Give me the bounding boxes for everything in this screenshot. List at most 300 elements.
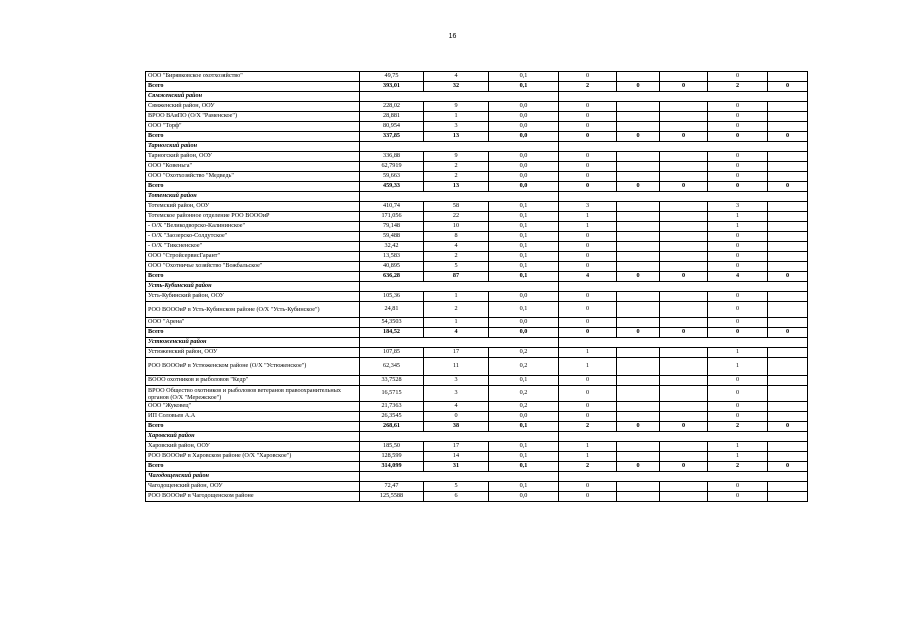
- cell-c2: 32: [424, 82, 489, 92]
- cell-c6: [660, 412, 708, 422]
- cell-c6: 0: [660, 272, 708, 282]
- cell-c4: 0: [559, 492, 617, 502]
- organization-name: Тарногский район, ООУ: [146, 152, 360, 162]
- cell-area: 636,28: [360, 272, 424, 282]
- cell-c3: 0,1: [489, 376, 559, 386]
- cell-c2: 38: [424, 422, 489, 432]
- cell-c3: 0,0: [489, 172, 559, 182]
- cell-c4: 1: [559, 358, 617, 376]
- cell-c4: 0: [559, 262, 617, 272]
- cell-c5: [617, 402, 660, 412]
- cell-c5: [617, 376, 660, 386]
- cell-c3: 0,0: [489, 292, 559, 302]
- table-row: [146, 162, 808, 172]
- cell-c2: 4: [424, 72, 489, 82]
- district-name: Усть-Кубинский район: [146, 282, 360, 292]
- table-row: [146, 358, 808, 376]
- cell-c4: 0: [559, 242, 617, 252]
- cell-c3: 0,2: [489, 386, 559, 402]
- cell-c4: 0: [559, 232, 617, 242]
- cell-c3: 0,0: [489, 132, 559, 142]
- cell-c6: [660, 302, 708, 318]
- cell-c8: [768, 402, 808, 412]
- cell-c3: 0,1: [489, 72, 559, 82]
- cell-c3: 0,0: [489, 152, 559, 162]
- cell-c3: 0,0: [489, 102, 559, 112]
- district-header-row: [146, 142, 808, 152]
- cell-c7: 0: [708, 172, 768, 182]
- cell-c3: 0,1: [489, 422, 559, 432]
- cell-c6: [660, 386, 708, 402]
- organization-name: ООО "Арена": [146, 318, 360, 328]
- cell-c6: [660, 252, 708, 262]
- cell-c5: [617, 442, 660, 452]
- cell-c2: 0: [424, 412, 489, 422]
- cell-c8: [768, 262, 808, 272]
- cell-c4: 0: [559, 252, 617, 262]
- cell-c2: 3: [424, 376, 489, 386]
- cell-c6: [660, 202, 708, 212]
- cell-area: 393,01: [360, 82, 424, 92]
- total-row: [146, 272, 808, 282]
- cell-c6: [660, 72, 708, 82]
- district-header-row: [146, 192, 808, 202]
- district-name: Устюженский район: [146, 338, 360, 348]
- table-row: [146, 242, 808, 252]
- cell-c8: [768, 292, 808, 302]
- cell-c7: 0: [708, 152, 768, 162]
- cell-c6: [660, 152, 708, 162]
- cell-c8: [768, 452, 808, 462]
- cell-c2: 8: [424, 232, 489, 242]
- organization-name: - О/Х "Тиксненское": [146, 242, 360, 252]
- cell-area: 33,7528: [360, 376, 424, 386]
- cell-c6: [660, 112, 708, 122]
- cell-c5: [617, 202, 660, 212]
- cell-c8: [768, 122, 808, 132]
- cell-area: 26,3545: [360, 412, 424, 422]
- cell-area: 62,345: [360, 358, 424, 376]
- cell-c8: [768, 412, 808, 422]
- cell-area: 32,42: [360, 242, 424, 252]
- cell-c2: 2: [424, 172, 489, 182]
- cell-c3: 0,1: [489, 302, 559, 318]
- empty-cell: [559, 92, 808, 102]
- cell-c8: [768, 302, 808, 318]
- cell-area: 24,81: [360, 302, 424, 318]
- table-row: [146, 452, 808, 462]
- cell-c6: [660, 122, 708, 132]
- cell-c3: 0,1: [489, 262, 559, 272]
- organization-name: ООО "Охотничье хозяйство "Вожбальское": [146, 262, 360, 272]
- cell-c5: 0: [617, 132, 660, 142]
- cell-c4: 0: [559, 152, 617, 162]
- cell-c6: 0: [660, 462, 708, 472]
- cell-c5: [617, 482, 660, 492]
- cell-c8: 0: [768, 328, 808, 338]
- cell-c4: 0: [559, 72, 617, 82]
- total-row: [146, 422, 808, 432]
- empty-cell: [559, 338, 808, 348]
- district-header-row: [146, 338, 808, 348]
- cell-c7: 0: [708, 242, 768, 252]
- cell-c7: 0: [708, 232, 768, 242]
- cell-c4: 2: [559, 82, 617, 92]
- cell-c3: 0,1: [489, 82, 559, 92]
- cell-c3: 0,1: [489, 202, 559, 212]
- empty-cell: [360, 142, 559, 152]
- organization-name: - О/Х "Великодворско-Калининское": [146, 222, 360, 232]
- district-header-row: [146, 472, 808, 482]
- cell-c5: [617, 492, 660, 502]
- cell-c4: 0: [559, 132, 617, 142]
- cell-c2: 87: [424, 272, 489, 282]
- cell-c2: 4: [424, 328, 489, 338]
- cell-c6: 0: [660, 132, 708, 142]
- total-row: [146, 462, 808, 472]
- cell-c5: [617, 232, 660, 242]
- cell-c2: 2: [424, 162, 489, 172]
- cell-c5: [617, 358, 660, 376]
- cell-c2: 3: [424, 122, 489, 132]
- cell-c4: 0: [559, 102, 617, 112]
- cell-c5: [617, 152, 660, 162]
- cell-c6: [660, 292, 708, 302]
- empty-cell: [559, 472, 808, 482]
- cell-area: 54,3503: [360, 318, 424, 328]
- cell-area: 16,5715: [360, 386, 424, 402]
- district-header-row: [146, 282, 808, 292]
- total-row: [146, 182, 808, 192]
- cell-c2: 14: [424, 452, 489, 462]
- empty-cell: [360, 432, 559, 442]
- cell-c2: 31: [424, 462, 489, 472]
- cell-area: 337,85: [360, 132, 424, 142]
- cell-c8: [768, 252, 808, 262]
- total-label: Всего: [146, 182, 360, 192]
- cell-c3: 0,1: [489, 462, 559, 472]
- cell-c5: 0: [617, 82, 660, 92]
- cell-c5: [617, 102, 660, 112]
- organization-name: Усть-Кубинский район, ООУ: [146, 292, 360, 302]
- cell-c2: 1: [424, 318, 489, 328]
- cell-c4: 0: [559, 182, 617, 192]
- table-row: [146, 112, 808, 122]
- cell-c5: 0: [617, 328, 660, 338]
- cell-c5: [617, 412, 660, 422]
- cell-c3: 0,1: [489, 232, 559, 242]
- table-row: [146, 212, 808, 222]
- hunting-quota-table: [145, 71, 808, 502]
- cell-c6: [660, 242, 708, 252]
- cell-c6: 0: [660, 422, 708, 432]
- cell-c5: [617, 112, 660, 122]
- cell-area: 40,895: [360, 262, 424, 272]
- organization-name: Сямженский район, ООУ: [146, 102, 360, 112]
- cell-c5: [617, 348, 660, 358]
- cell-c8: 0: [768, 462, 808, 472]
- table-row: [146, 122, 808, 132]
- cell-c4: 1: [559, 212, 617, 222]
- cell-c7: 0: [708, 72, 768, 82]
- cell-c6: [660, 162, 708, 172]
- table-row: [146, 318, 808, 328]
- total-label: Всего: [146, 462, 360, 472]
- cell-c7: 0: [708, 122, 768, 132]
- cell-c4: 0: [559, 412, 617, 422]
- cell-c6: 0: [660, 82, 708, 92]
- cell-c7: 1: [708, 222, 768, 232]
- cell-c2: 1: [424, 112, 489, 122]
- organization-name: РОО ВОООиР в Харовском районе (О/Х "Харовское"): [146, 452, 360, 462]
- organization-name: РОО ВОООиР в Устюженском районе (О/Х "Устюженское"): [146, 358, 360, 376]
- cell-c8: [768, 202, 808, 212]
- cell-c6: [660, 222, 708, 232]
- cell-c2: 58: [424, 202, 489, 212]
- cell-c8: 0: [768, 182, 808, 192]
- cell-c2: 13: [424, 182, 489, 192]
- table-row: [146, 262, 808, 272]
- cell-c2: 4: [424, 242, 489, 252]
- cell-c2: 9: [424, 152, 489, 162]
- cell-c5: 0: [617, 182, 660, 192]
- cell-c2: 10: [424, 222, 489, 232]
- organization-name: Тотемское районное отделение РОО ВОООиР: [146, 212, 360, 222]
- cell-c7: 0: [708, 482, 768, 492]
- cell-area: 128,599: [360, 452, 424, 462]
- cell-c4: 1: [559, 442, 617, 452]
- cell-c3: 0,2: [489, 358, 559, 376]
- cell-c7: 1: [708, 452, 768, 462]
- cell-area: 314,099: [360, 462, 424, 472]
- table-row: [146, 482, 808, 492]
- cell-c8: [768, 492, 808, 502]
- organization-name: - О/Х "Заозерско-Солдутское": [146, 232, 360, 242]
- cell-c6: 0: [660, 328, 708, 338]
- cell-c3: 0,0: [489, 122, 559, 132]
- cell-c8: [768, 212, 808, 222]
- cell-c7: 4: [708, 272, 768, 282]
- cell-c6: [660, 358, 708, 376]
- cell-c5: [617, 242, 660, 252]
- cell-c5: 0: [617, 272, 660, 282]
- cell-c3: 0,0: [489, 318, 559, 328]
- empty-cell: [559, 192, 808, 202]
- table-row: [146, 302, 808, 318]
- organization-name: Чагодощенский район, ООУ: [146, 482, 360, 492]
- cell-c4: 0: [559, 292, 617, 302]
- cell-c7: 3: [708, 202, 768, 212]
- cell-c7: 0: [708, 262, 768, 272]
- organization-name: ООО "Бирявковское охотхозяйство": [146, 72, 360, 82]
- cell-c8: [768, 152, 808, 162]
- cell-c8: [768, 172, 808, 182]
- cell-area: 59,488: [360, 232, 424, 242]
- cell-c5: [617, 452, 660, 462]
- cell-c5: 0: [617, 462, 660, 472]
- table-row: [146, 232, 808, 242]
- table-row: [146, 386, 808, 402]
- cell-c6: [660, 376, 708, 386]
- cell-c5: [617, 122, 660, 132]
- cell-c7: 0: [708, 132, 768, 142]
- table-row: [146, 172, 808, 182]
- cell-c2: 13: [424, 132, 489, 142]
- cell-c4: 1: [559, 348, 617, 358]
- cell-c3: 0,1: [489, 442, 559, 452]
- cell-c8: [768, 386, 808, 402]
- cell-area: 72,47: [360, 482, 424, 492]
- cell-c3: 0,1: [489, 222, 559, 232]
- cell-c8: [768, 162, 808, 172]
- cell-c4: 1: [559, 222, 617, 232]
- cell-c6: [660, 492, 708, 502]
- cell-c2: 22: [424, 212, 489, 222]
- cell-c3: 0,2: [489, 402, 559, 412]
- organization-name: ООО "Торф": [146, 122, 360, 132]
- cell-area: 49,75: [360, 72, 424, 82]
- organization-name: ООО "Жуковец": [146, 402, 360, 412]
- cell-area: 62,7919: [360, 162, 424, 172]
- cell-c7: 0: [708, 182, 768, 192]
- cell-c7: 2: [708, 462, 768, 472]
- cell-c8: 0: [768, 272, 808, 282]
- total-row: [146, 82, 808, 92]
- cell-area: 336,88: [360, 152, 424, 162]
- table-row: [146, 402, 808, 412]
- cell-c4: 0: [559, 328, 617, 338]
- cell-c6: [660, 172, 708, 182]
- cell-c8: [768, 222, 808, 232]
- cell-c5: [617, 172, 660, 182]
- table-row: [146, 202, 808, 212]
- cell-c3: 0,0: [489, 162, 559, 172]
- empty-cell: [360, 192, 559, 202]
- cell-c5: [617, 302, 660, 318]
- cell-c8: 0: [768, 132, 808, 142]
- table-row: [146, 492, 808, 502]
- empty-cell: [360, 282, 559, 292]
- cell-c4: 0: [559, 172, 617, 182]
- cell-c4: 4: [559, 272, 617, 282]
- cell-c4: 0: [559, 162, 617, 172]
- cell-c7: 0: [708, 252, 768, 262]
- cell-c5: [617, 72, 660, 82]
- total-label: Всего: [146, 422, 360, 432]
- total-label: Всего: [146, 132, 360, 142]
- cell-c4: 0: [559, 482, 617, 492]
- cell-c4: 0: [559, 386, 617, 402]
- table-row: [146, 222, 808, 232]
- table-row: [146, 442, 808, 452]
- cell-c6: [660, 452, 708, 462]
- cell-c6: [660, 212, 708, 222]
- cell-c6: [660, 482, 708, 492]
- cell-c8: [768, 442, 808, 452]
- cell-c8: [768, 482, 808, 492]
- cell-area: 80,954: [360, 122, 424, 132]
- cell-c6: [660, 348, 708, 358]
- cell-c6: 0: [660, 182, 708, 192]
- cell-c8: [768, 232, 808, 242]
- total-row: [146, 132, 808, 142]
- cell-c7: 0: [708, 162, 768, 172]
- district-name: Харовский район: [146, 432, 360, 442]
- organization-name: ООО "Ковеньга": [146, 162, 360, 172]
- cell-c7: 0: [708, 402, 768, 412]
- empty-cell: [360, 92, 559, 102]
- cell-c8: [768, 112, 808, 122]
- cell-c2: 9: [424, 102, 489, 112]
- table-row: [146, 412, 808, 422]
- cell-c2: 4: [424, 402, 489, 412]
- district-name: Сямженский район: [146, 92, 360, 102]
- cell-c4: 2: [559, 462, 617, 472]
- cell-c4: 3: [559, 202, 617, 212]
- cell-c6: [660, 442, 708, 452]
- table-body: [146, 72, 808, 502]
- cell-c3: 0,0: [489, 182, 559, 192]
- cell-c5: [617, 162, 660, 172]
- cell-c7: 0: [708, 292, 768, 302]
- cell-c3: 0,1: [489, 272, 559, 282]
- organization-name: Харовский район, ООУ: [146, 442, 360, 452]
- cell-c2: 5: [424, 482, 489, 492]
- organization-name: Тотемский район, ООУ: [146, 202, 360, 212]
- cell-c7: 0: [708, 102, 768, 112]
- total-row: [146, 328, 808, 338]
- cell-c5: [617, 292, 660, 302]
- district-header-row: [146, 432, 808, 442]
- cell-c3: 0,1: [489, 242, 559, 252]
- table-row: [146, 72, 808, 82]
- organization-name: ВРОО Общество охотников и рыболовов ветеранов правоохранительных органов (О/Х "Мережское"): [146, 386, 360, 402]
- cell-c7: 0: [708, 328, 768, 338]
- cell-c8: [768, 102, 808, 112]
- cell-c2: 6: [424, 492, 489, 502]
- cell-area: 21,7363: [360, 402, 424, 412]
- cell-c3: 0,0: [489, 412, 559, 422]
- cell-c3: 0,0: [489, 492, 559, 502]
- cell-c7: 0: [708, 492, 768, 502]
- table-row: [146, 252, 808, 262]
- cell-c7: 2: [708, 422, 768, 432]
- cell-c4: 0: [559, 376, 617, 386]
- cell-c3: 0,1: [489, 452, 559, 462]
- organization-name: Устюженский район, ООУ: [146, 348, 360, 358]
- cell-c2: 2: [424, 302, 489, 318]
- cell-c4: 0: [559, 318, 617, 328]
- cell-c2: 3: [424, 386, 489, 402]
- table-row: [146, 102, 808, 112]
- cell-c8: [768, 358, 808, 376]
- cell-c5: [617, 262, 660, 272]
- cell-c2: 2: [424, 252, 489, 262]
- organization-name: ВРОО ВАиПО (О/Х "Раменское"): [146, 112, 360, 122]
- table-row: [146, 376, 808, 386]
- cell-area: 79,148: [360, 222, 424, 232]
- cell-area: 125,5588: [360, 492, 424, 502]
- cell-c2: 1: [424, 292, 489, 302]
- cell-area: 105,36: [360, 292, 424, 302]
- cell-c4: 1: [559, 452, 617, 462]
- cell-c3: 0,2: [489, 348, 559, 358]
- total-label: Всего: [146, 328, 360, 338]
- cell-c7: 1: [708, 358, 768, 376]
- cell-c3: 0,1: [489, 482, 559, 492]
- organization-name: РОО ВОООиР в Чагодощенском районе: [146, 492, 360, 502]
- cell-c7: 0: [708, 412, 768, 422]
